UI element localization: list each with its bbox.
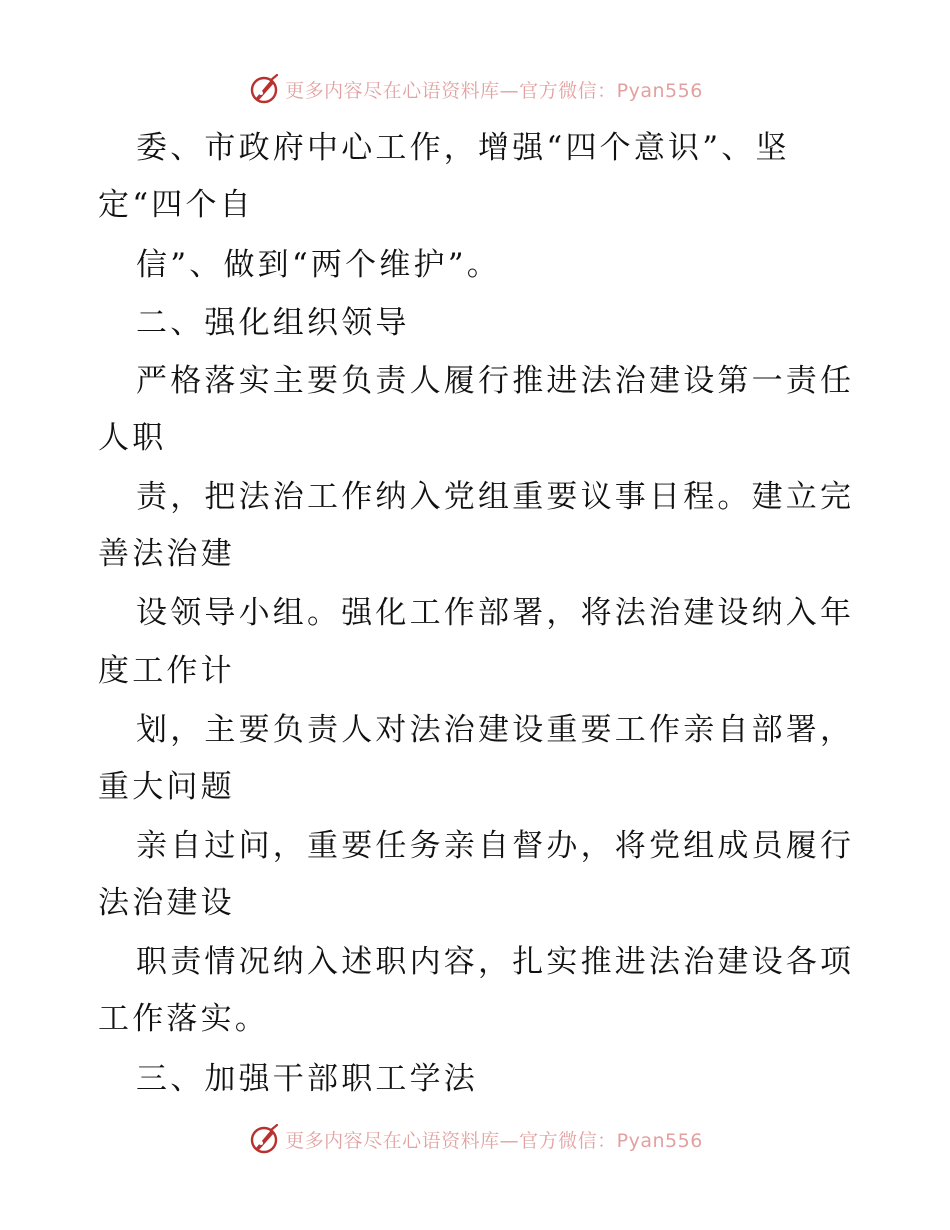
footer-watermark-text: 更多内容尽在心语资料库—官方微信：Pyan556 — [285, 1129, 703, 1152]
text-line: 定“四个自 — [98, 187, 254, 223]
text-line: 工作落实。 — [98, 1001, 269, 1037]
text-line: 责，把法治工作纳入党组重要议事日程。建立完 — [136, 479, 855, 515]
text-line: 法治建设 — [98, 885, 235, 921]
footer-watermark — [0, 1122, 950, 1156]
footer-watermark-group — [247, 1122, 703, 1156]
quill-seal-icon — [247, 1122, 281, 1156]
text-line: 设领导小组。强化工作部署，将法治建设纳入年 — [136, 595, 855, 631]
section-heading: 三、加强干部职工学法 — [136, 1061, 478, 1097]
text-line: 善法治建 — [98, 536, 235, 572]
header-watermark-text: 更多内容尽在心语资料库—官方微信：Pyan556 — [285, 79, 703, 102]
text-line: 度工作计 — [98, 653, 235, 689]
text-line: 严格落实主要负责人履行推进法治建设第一责任 — [136, 363, 855, 399]
text-line: 职责情况纳入述职内容，扎实推进法治建设各项 — [136, 944, 855, 980]
section-heading: 二、强化组织领导 — [136, 305, 410, 341]
text-line: 亲自过问，重要任务亲自督办，将党组成员履行 — [136, 828, 855, 864]
text-line: 划，主要负责人对法治建设重要工作亲自部署， — [136, 712, 855, 748]
text-line: 委、市政府中心工作，增强“四个意识”、坚 — [136, 130, 790, 166]
text-line: 信”、做到“两个维护”。 — [136, 247, 501, 283]
text-line: 人职 — [98, 420, 167, 456]
text-line: 重大问题 — [98, 769, 235, 805]
